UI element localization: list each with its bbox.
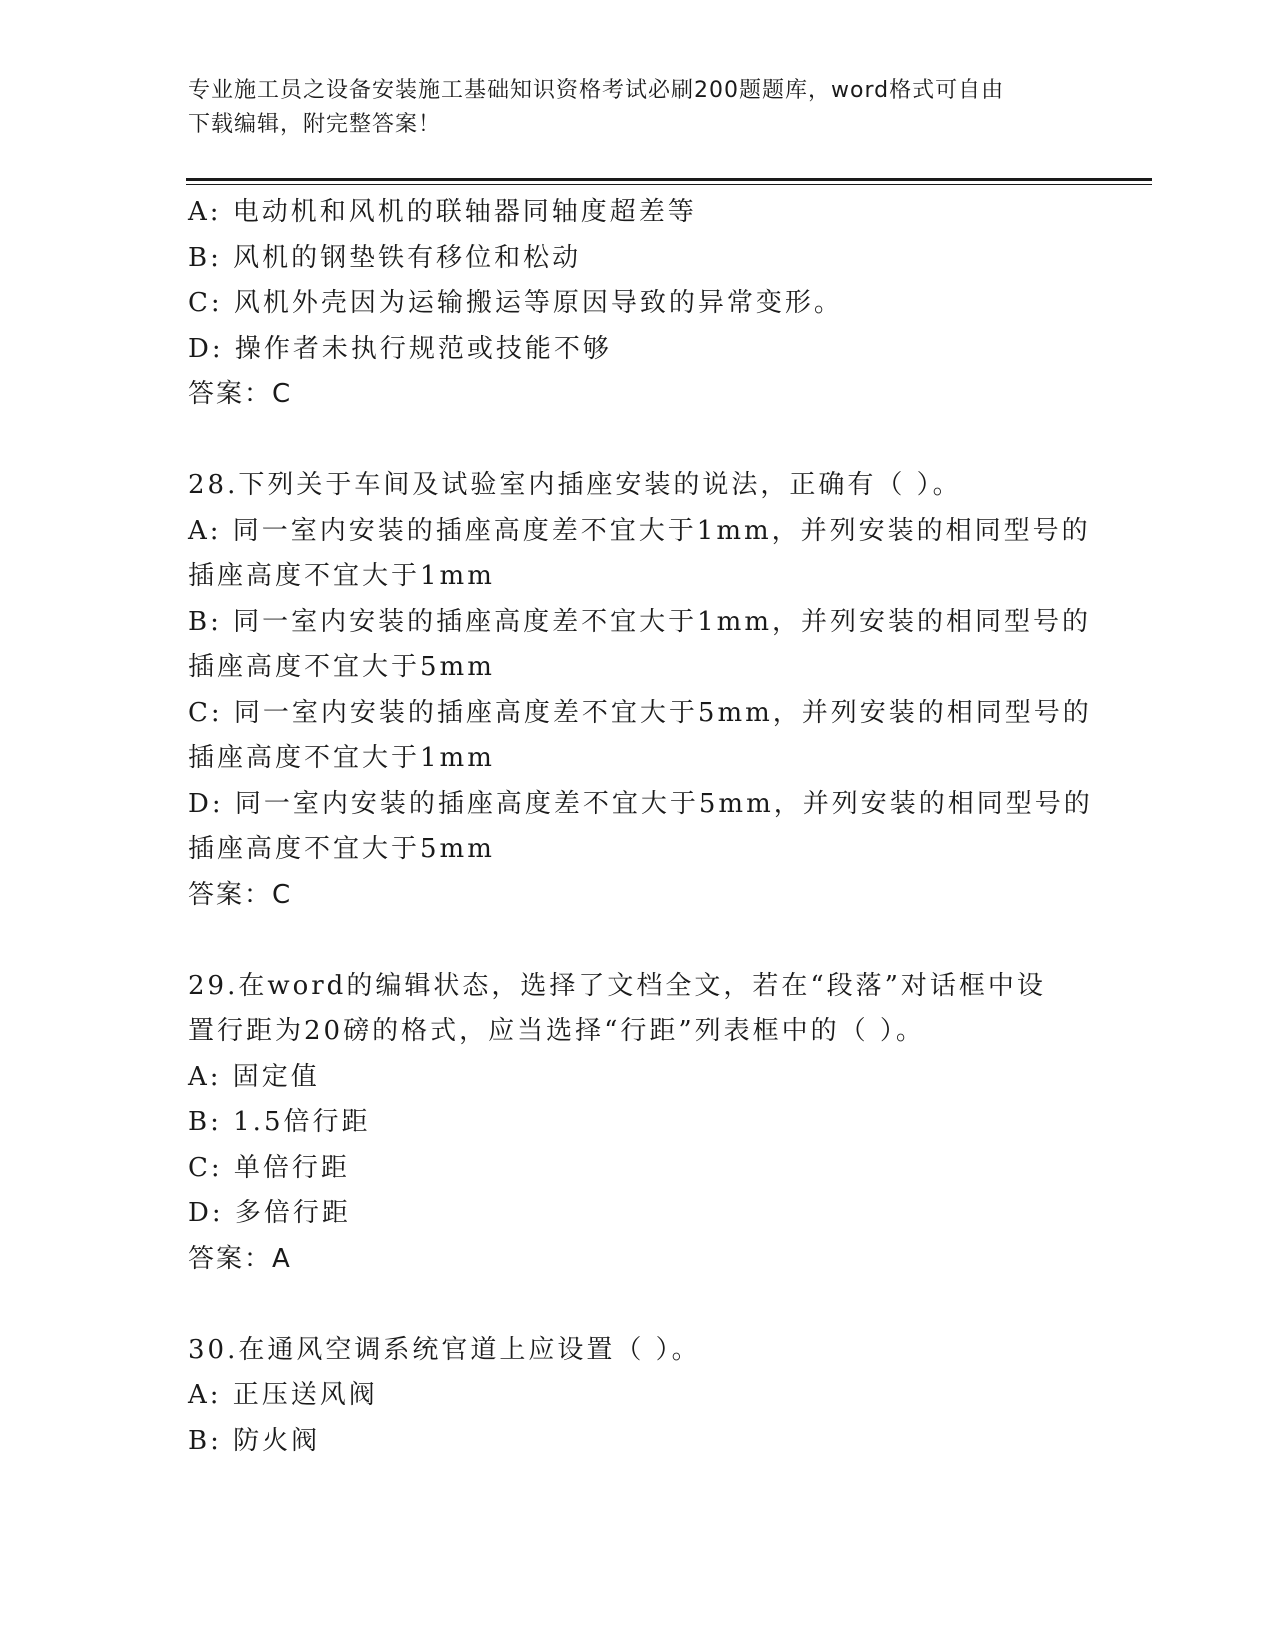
option-c: C: 单倍行距 [188,1152,350,1183]
option-c: C: 风机外壳因为运输搬运等原因导致的异常变形。 [188,288,843,318]
header-line-2: 下载编辑，附完整答案！ [188,112,442,137]
question-block-30 [188,1328,1088,1465]
header-rule-thick [186,178,1152,181]
option-d: D: 多倍行距 [188,1198,351,1228]
question-text: 30.在通风空调系统官道上应设置（ ）。 [188,1334,701,1365]
option-b: B: 风机的钢垫铁有移位和松动 [188,242,582,273]
option-b: B: 同一室内安装的插座高度差不宜大于1mm，并列安装的相同型号的 [188,606,1091,637]
question-block-29 [188,964,1088,1283]
option-c-continued: 插座高度不宜大于1mm [188,743,495,773]
question-content [188,190,1093,1464]
header-line-1: 专业施工员之设备安装施工基础知识资格考试必刷200题题库，word格式可自由 [188,78,1005,103]
answer: 答案：A [188,1243,292,1274]
question-text: 28.下列关于车间及试验室内插座安装的说法，正确有（ ）。 [188,470,962,500]
spacer [188,918,1088,964]
option-b-continued: 插座高度不宜大于5mm [188,652,495,682]
option-b: B: 1.5倍行距 [188,1107,371,1137]
question-text-continued: 置行距为20磅的格式，应当选择“行距”列表框中的（ ）。 [188,1016,925,1046]
option-b: B: 防火阀 [188,1425,321,1456]
answer: 答案：C [188,879,293,910]
question-text: 29.在word的编辑状态，选择了文档全文，若在“段落”对话框中设 [188,970,1046,1001]
option-a: A: 固定值 [188,1061,320,1092]
option-c: C: 同一室内安装的插座高度差不宜大于5mm，并列安装的相同型号的 [188,697,1092,728]
header-rule-thin [186,184,1152,185]
document-header [188,74,1068,142]
option-a-continued: 插座高度不宜大于1mm [188,561,495,591]
question-block-28 [188,463,1093,918]
option-a: A: 正压送风阀 [188,1380,378,1410]
option-d: D: 同一室内安装的插座高度差不宜大于5mm，并列安装的相同型号的 [188,788,1093,819]
spacer [188,1282,1088,1328]
question-block-27 [188,190,1088,418]
option-a: A: 同一室内安装的插座高度差不宜大于1mm，并列安装的相同型号的 [188,515,1091,546]
spacer [188,418,1088,464]
option-d-continued: 插座高度不宜大于5mm [188,834,495,864]
option-d: D: 操作者未执行规范或技能不够 [188,333,612,364]
option-a: A: 电动机和风机的联轴器同轴度超差等 [188,197,697,227]
answer: 答案：C [188,379,293,409]
